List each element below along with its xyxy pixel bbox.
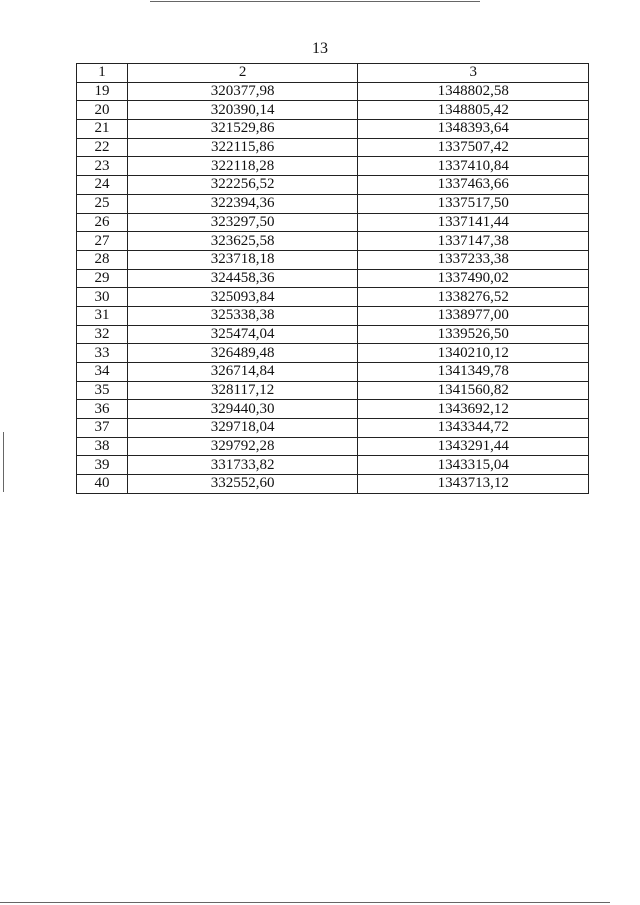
table-row [77, 82, 589, 101]
table-row [77, 101, 589, 120]
table-cell: 29 [77, 269, 128, 288]
table-cell: 1338977,00 [358, 306, 589, 325]
table-cell: 1337517,50 [358, 194, 589, 213]
table-cell: 32 [77, 325, 128, 344]
table-cell: 1341560,82 [358, 381, 589, 400]
table-cell: 325474,04 [127, 325, 358, 344]
table-cell: 328117,12 [127, 381, 358, 400]
table-cell: 1348393,64 [358, 120, 589, 139]
table-cell: 329792,28 [127, 437, 358, 456]
table-cell: 25 [77, 194, 128, 213]
table-cell: 320390,14 [127, 101, 358, 120]
table-cell: 31 [77, 306, 128, 325]
scan-edge-bottom [0, 902, 610, 903]
table-row [77, 437, 589, 456]
table-row [77, 176, 589, 195]
table-cell: 325338,38 [127, 306, 358, 325]
table-cell: 1337490,02 [358, 269, 589, 288]
table-cell: 323718,18 [127, 250, 358, 269]
table-cell: 322115,86 [127, 138, 358, 157]
table-cell: 325093,84 [127, 288, 358, 307]
table-cell: 324458,36 [127, 269, 358, 288]
table-cell: 1339526,50 [358, 325, 589, 344]
table-cell: 26 [77, 213, 128, 232]
table-cell: 1337147,38 [358, 232, 589, 251]
table-cell: 20 [77, 101, 128, 120]
table-cell: 27 [77, 232, 128, 251]
column-header: 2 [127, 64, 358, 83]
table-cell: 320377,98 [127, 82, 358, 101]
table-cell: 329440,30 [127, 400, 358, 419]
table-cell: 1343344,72 [358, 419, 589, 438]
table-row [77, 419, 589, 438]
table-body [77, 82, 589, 493]
table-row [77, 157, 589, 176]
table-row [77, 288, 589, 307]
table-cell: 38 [77, 437, 128, 456]
table-cell: 1343713,12 [358, 475, 589, 494]
table-cell: 321529,86 [127, 120, 358, 139]
table-cell: 322394,36 [127, 194, 358, 213]
table-cell: 332552,60 [127, 475, 358, 494]
table-cell: 37 [77, 419, 128, 438]
table-cell: 326489,48 [127, 344, 358, 363]
table-cell: 34 [77, 363, 128, 382]
table-row [77, 138, 589, 157]
table-cell: 323625,58 [127, 232, 358, 251]
table-cell: 23 [77, 157, 128, 176]
table-row [77, 213, 589, 232]
table-cell: 40 [77, 475, 128, 494]
table-cell: 323297,50 [127, 213, 358, 232]
table-cell: 22 [77, 138, 128, 157]
table-cell: 326714,84 [127, 363, 358, 382]
table-cell: 1337410,84 [358, 157, 589, 176]
table-cell: 1338276,52 [358, 288, 589, 307]
table-cell: 1340210,12 [358, 344, 589, 363]
table-row [77, 194, 589, 213]
table-row [77, 456, 589, 475]
table-row [77, 344, 589, 363]
table-cell: 1337233,38 [358, 250, 589, 269]
scan-edge-top [150, 1, 480, 2]
table-cell: 1348805,42 [358, 101, 589, 120]
table-cell: 33 [77, 344, 128, 363]
table-cell: 1343315,04 [358, 456, 589, 475]
table-cell: 1337507,42 [358, 138, 589, 157]
table-row [77, 250, 589, 269]
table-row [77, 400, 589, 419]
table-row [77, 306, 589, 325]
table-row [77, 120, 589, 139]
table-cell: 1337463,66 [358, 176, 589, 195]
table-cell: 30 [77, 288, 128, 307]
table-cell: 322118,28 [127, 157, 358, 176]
table-cell: 1343291,44 [358, 437, 589, 456]
table-cell: 36 [77, 400, 128, 419]
table-row [77, 363, 589, 382]
column-header: 3 [358, 64, 589, 83]
page-number: 13 [312, 40, 328, 57]
table-cell: 19 [77, 82, 128, 101]
coordinates-table [76, 63, 589, 494]
table-cell: 322256,52 [127, 176, 358, 195]
table-cell: 331733,82 [127, 456, 358, 475]
scan-edge-left [3, 432, 4, 492]
table-row [77, 475, 589, 494]
table-cell: 1348802,58 [358, 82, 589, 101]
table-cell: 28 [77, 250, 128, 269]
table-cell: 1337141,44 [358, 213, 589, 232]
table-cell: 35 [77, 381, 128, 400]
table-row [77, 232, 589, 251]
table-cell: 1343692,12 [358, 400, 589, 419]
table-row [77, 381, 589, 400]
table-row [77, 325, 589, 344]
table-cell: 1341349,78 [358, 363, 589, 382]
table-row [77, 269, 589, 288]
table-cell: 21 [77, 120, 128, 139]
column-header: 1 [77, 64, 128, 83]
table-cell: 39 [77, 456, 128, 475]
table-header-row [77, 64, 589, 83]
table-cell: 329718,04 [127, 419, 358, 438]
table-cell: 24 [77, 176, 128, 195]
